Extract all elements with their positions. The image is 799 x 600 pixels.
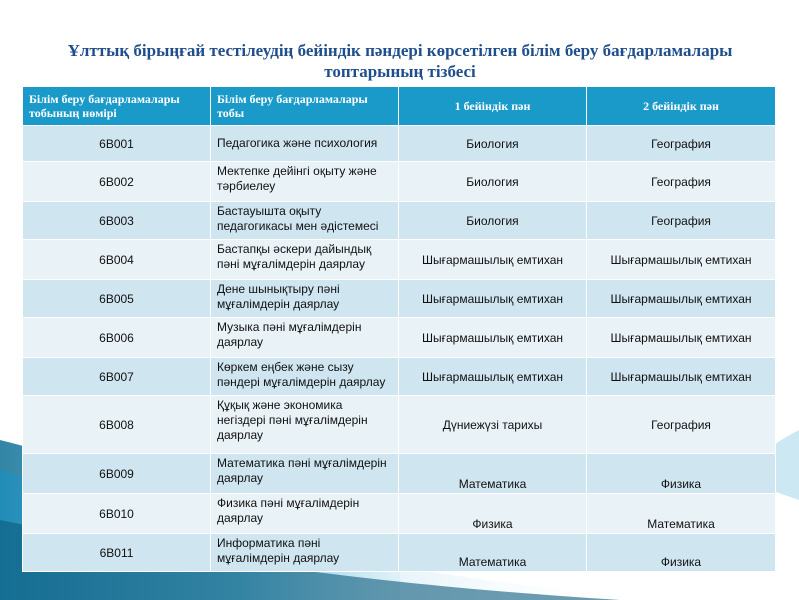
cell-subject-1: Физика [399,494,587,534]
cell-name: Мектепке дейінгі оқыту және тәрбиелеу [211,162,399,202]
cell-code: 6В009 [23,454,211,494]
cell-subject-2: Шығармашылық емтихан [587,318,776,358]
table-row [23,280,776,318]
table-row [23,318,776,358]
cell-subject-1: Математика [399,534,587,572]
cell-code: 6В007 [23,358,211,396]
cell-subject-2: Математика [587,494,776,534]
cell-name: Бастапқы әскери дайындық пәні мұғалімдерін даярлау [211,240,399,280]
cell-subject-2: Шығармашылық емтихан [587,240,776,280]
table-row [23,454,776,494]
cell-name: Құқық және экономика негіздері пәні мұғалімдерін даярлау [211,396,399,454]
cell-code: 6В011 [23,534,211,572]
table-row [23,240,776,280]
cell-name: Информатика пәні мұғалімдерін даярлау [211,534,399,572]
title-line-1: Ұлттық бірыңғай тестілеудің бейіндік пәндері көрсетілген білім беру бағдарламалары [67,41,733,60]
header-group-name: Білім беру бағдарламалары тобы [211,87,399,126]
cell-code: 6В001 [23,126,211,162]
cell-code: 6В004 [23,240,211,280]
cell-code: 6В008 [23,396,211,454]
cell-name: Көркем еңбек және сызу пәндері мұғалімдерін даярлау [211,358,399,396]
cell-subject-1: Шығармашылық емтихан [399,318,587,358]
cell-subject-2: Шығармашылық емтихан [587,280,776,318]
cell-code: 6В003 [23,202,211,240]
cell-subject-2: Физика [587,534,776,572]
cell-subject-2: Физика [587,454,776,494]
cell-code: 6В002 [23,162,211,202]
cell-subject-1: Биология [399,202,587,240]
cell-name: Математика пәні мұғалімдерін даярлау [211,454,399,494]
cell-name: Физика пәні мұғалімдерін даярлау [211,494,399,534]
table-row [23,358,776,396]
table-row [23,126,776,162]
cell-subject-1: Биология [399,162,587,202]
cell-subject-1: Математика [399,454,587,494]
table-row [23,494,776,534]
table-header-row [23,87,776,126]
cell-subject-2: География [587,126,776,162]
cell-code: 6В010 [23,494,211,534]
table-row [23,396,776,454]
table-row [23,162,776,202]
header-subject-1: 1 бейіндік пән [399,87,587,126]
header-subject-2: 2 бейіндік пән [587,87,776,126]
table-row [23,534,776,572]
cell-subject-1: Биология [399,126,587,162]
page-title [40,40,760,82]
cell-subject-2: География [587,202,776,240]
cell-code: 6В005 [23,280,211,318]
cell-subject-1: Дүниежүзі тарихы [399,396,587,454]
cell-subject-2: География [587,162,776,202]
cell-subject-1: Шығармашылық емтихан [399,358,587,396]
cell-subject-1: Шығармашылық емтихан [399,240,587,280]
title-line-2: топтарының тізбесі [324,62,476,81]
cell-name: Бастауышта оқыту педагогикасы мен әдістемесі [211,202,399,240]
table-row [23,202,776,240]
cell-code: 6В006 [23,318,211,358]
cell-subject-1: Шығармашылық емтихан [399,280,587,318]
cell-name: Педагогика және психология [211,126,399,162]
cell-subject-2: Шығармашылық емтихан [587,358,776,396]
cell-name: Музыка пәні мұғалімдерін даярлау [211,318,399,358]
programs-table [22,86,776,572]
cell-name: Дене шынықтыру пәні мұғалімдерін даярлау [211,280,399,318]
cell-subject-2: География [587,396,776,454]
header-group-number: Білім беру бағдарламалары тобының нөмірі [23,87,211,126]
